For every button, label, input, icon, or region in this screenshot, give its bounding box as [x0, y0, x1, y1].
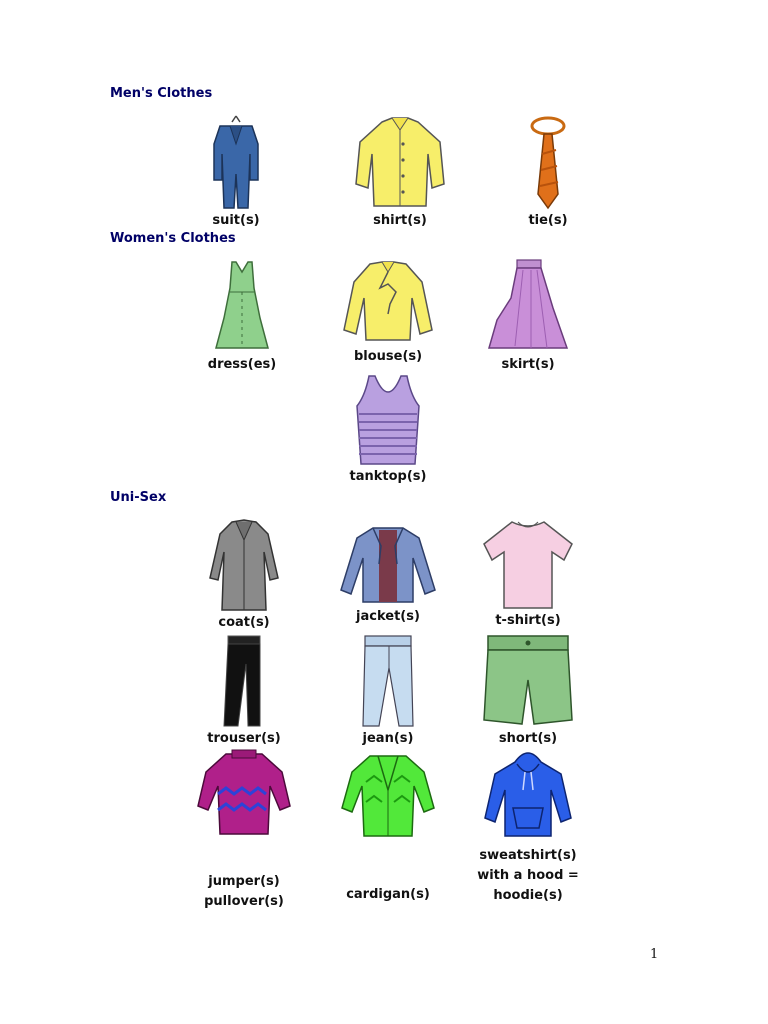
item-label: dress(es) — [207, 357, 277, 372]
unisex-heading: Uni-Sex — [110, 490, 167, 505]
clothing-item-trousers — [164, 634, 324, 750]
hoodie-icon — [481, 748, 575, 840]
item-label: shirt(s) — [373, 213, 427, 228]
clothing-item-dress — [162, 258, 322, 376]
clothing-item-shorts — [448, 634, 608, 750]
clothing-item-skirt — [448, 258, 608, 376]
item-label: jean(s) — [362, 731, 414, 746]
item-label: suit(s) — [212, 213, 260, 228]
clothing-item-hoodie — [448, 748, 608, 906]
shirt-icon — [352, 114, 448, 210]
tie-icon — [528, 114, 568, 210]
suit-icon — [206, 114, 266, 210]
tshirt-icon — [480, 516, 576, 610]
clothing-item-tanktop — [308, 374, 468, 488]
clothing-item-jumper — [164, 748, 324, 912]
clothing-item-tshirt — [448, 516, 608, 632]
item-label: skirt(s) — [501, 357, 555, 372]
clothing-item-coat — [164, 518, 324, 634]
item-label: t-shirt(s) — [495, 613, 561, 628]
item-label: trouser(s) — [207, 731, 281, 746]
item-label: short(s) — [498, 731, 558, 746]
shorts-icon — [480, 634, 576, 728]
jacket-icon — [339, 524, 437, 606]
clothing-item-cardigan — [308, 752, 468, 906]
item-label: jumper(s) pullover(s) — [204, 874, 284, 909]
jumper-icon — [196, 748, 292, 844]
clothing-item-tie — [468, 114, 628, 232]
clothing-item-jacket — [308, 524, 468, 628]
womens-clothes-heading: Women's Clothes — [110, 231, 236, 246]
item-label: cardigan(s) — [346, 887, 430, 902]
clothing-item-suit — [156, 114, 316, 232]
page-number: 1 — [650, 947, 659, 962]
item-label: tanktop(s) — [349, 469, 427, 484]
clothing-item-jeans — [308, 634, 468, 750]
item-label: coat(s) — [218, 615, 270, 630]
item-label: tie(s) — [528, 213, 568, 228]
trousers-icon — [214, 634, 274, 728]
item-label: jacket(s) — [356, 609, 420, 624]
coat-icon — [208, 518, 280, 612]
item-label: sweatshirt(s) with a hood = hoodie(s) — [477, 848, 579, 903]
tanktop-icon — [351, 374, 425, 466]
mens-clothes-heading: Men's Clothes — [110, 86, 213, 101]
dress-icon — [212, 258, 272, 354]
clothing-item-blouse — [308, 258, 468, 368]
item-label: blouse(s) — [353, 349, 423, 364]
jeans-icon — [355, 634, 421, 728]
blouse-icon — [338, 258, 438, 346]
cardigan-icon — [340, 752, 436, 840]
clothing-item-shirt — [320, 114, 480, 232]
skirt-icon — [483, 258, 573, 354]
